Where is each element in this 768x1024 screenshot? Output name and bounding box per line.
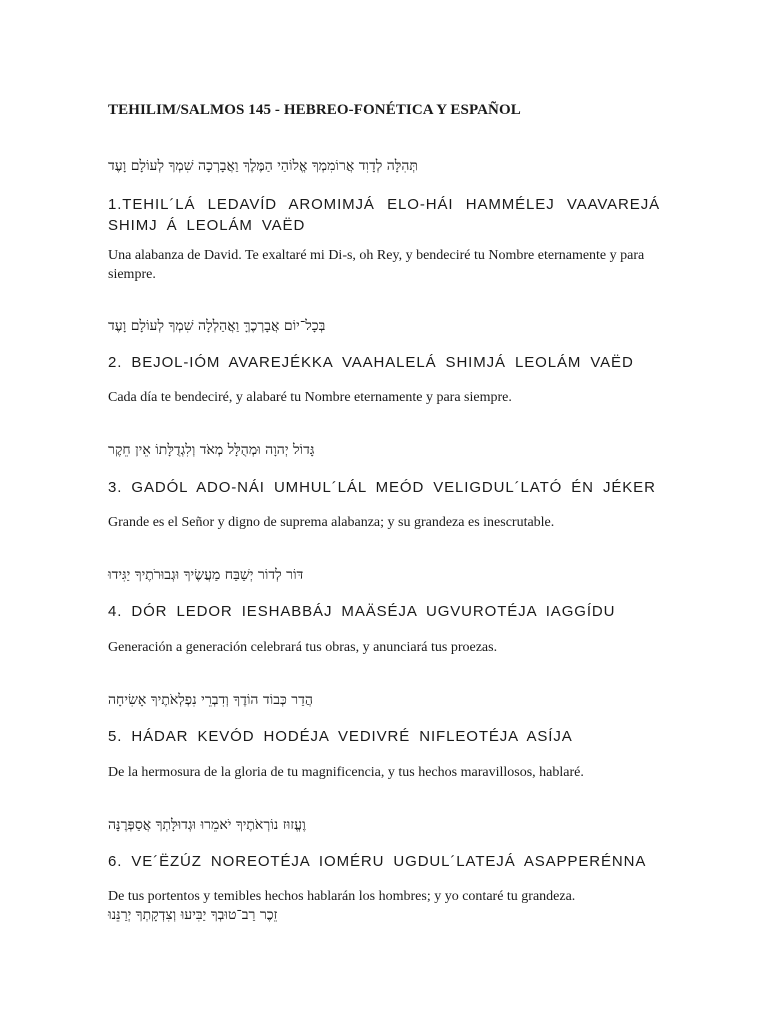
- verse-4-phonetic: 4. DÓR LEDOR IESHABBÁJ MAÄSÉJA UGVUROTÉJA IAGGÍDU: [108, 603, 616, 620]
- verse-6-spanish: De tus portentos y temibles hechos hablarán los hombres; y yo contaré tu grandeza.: [108, 889, 576, 904]
- verse-3: [108, 440, 660, 460]
- verse-5-spanish-block: [108, 763, 660, 782]
- verse-3-spanish-block: [108, 513, 660, 532]
- verse-6-phonetic-block: [108, 851, 660, 872]
- verse-6-spanish-block: [108, 887, 660, 906]
- verse-1-spanish: Una alabanza de David. Te exaltaré mi Di-s, oh Rey, y bendeciré tu Nombre eternamente y para siempre.: [108, 248, 645, 282]
- verse-7: [108, 905, 660, 925]
- verse-3-phonetic: 3. GADÓL ADO-NÁI UMHUL´LÁL MEÓD VELIGDUL´LATÓ ÉN JÉKER: [108, 479, 656, 496]
- verse-1-phonetic: 1.TEHIL´LÁ LEDAVÍD AROMIMJÁ ELO-HÁI HAMMÉLEJ VAAVAREJÁ SHIMJ Á LEOLÁM VAËD: [108, 196, 660, 234]
- verse-5-phonetic: 5. HÁDAR KEVÓD HODÉJA VEDIVRÉ NIFLEOTÉJA ASÍJA: [108, 728, 573, 745]
- verse-6: [108, 815, 660, 835]
- verse-5: [108, 690, 660, 710]
- verse-2-spanish: Cada día te bendeciré, y alabaré tu Nombre eternamente y para siempre.: [108, 390, 512, 405]
- verse-6-phonetic: 6. VE´ËZÚZ NOREOTÉJA IOMÉRU UGDUL´LATEJÁ ASAPPERÉNNA: [108, 853, 647, 870]
- verse-1-spanish-block: [108, 246, 660, 284]
- verse-4-hebrew: דּוֹר לְדוֹר יְשַׁבַּח מַעֲשֶׂיךָ וּגְבוּרֹתֶיךָ יַגִּידוּ: [108, 567, 304, 583]
- document-title: TEHILIM/SALMOS 145 - HEBREO-FONÉTICA Y ESPAÑOL: [108, 102, 521, 118]
- verse-4: [108, 565, 660, 585]
- verse-2-phonetic: 2. BEJOL-IÓM AVAREJÉKKA VAAHALELÁ SHIMJÁ LEOLÁM VAËD: [108, 354, 634, 371]
- verse-6-hebrew: וֶעֱזוּז נוֹרְאֹתֶיךָ יֹאמֵרוּ וּגְדוּלָּתְךָ אֲסַפְּרֶנָּה: [108, 817, 306, 833]
- verse-4-spanish: Generación a generación celebrará tus obras, y anunciará tus proezas.: [108, 640, 498, 655]
- verse-1-phonetic-block: [108, 194, 660, 236]
- verse-2: [108, 316, 660, 336]
- verse-4-phonetic-block: [108, 601, 660, 622]
- verse-4-spanish-block: [108, 638, 660, 657]
- verse-3-spanish: Grande es el Señor y digno de suprema alabanza; y su grandeza es inescrutable.: [108, 515, 555, 530]
- verse-2-hebrew: בְּכָל־יוֹם אֲבָרְכֶךָּ וַאֲהַלְלָה שִׁמְךָ לְעוֹלָם וָעֶד: [108, 318, 326, 334]
- verse-7-hebrew: זֵכֶר רַב־טוּבְךָ יַבִּיעוּ וְצִדְקָתְךָ יְרַנֵּנוּ: [108, 907, 278, 923]
- verse-3-phonetic-block: [108, 477, 660, 498]
- verse-1: [108, 156, 660, 176]
- verse-5-hebrew: הֲדַר כְּבוֹד הוֹדֶךָ וְדִבְרֵי נִפְלְאֹתֶיךָ אָשִׂיחָה: [108, 692, 313, 708]
- verse-2-spanish-block: [108, 388, 660, 407]
- verse-2-phonetic-block: [108, 352, 660, 373]
- verse-3-hebrew: גָּדוֹל יְהוָה וּמְהֻלָּל מְאֹד וְלִגְדֻלָּתוֹ אֵין חֵקֶר: [108, 442, 315, 458]
- verse-5-phonetic-block: [108, 726, 660, 747]
- verse-5-spanish: De la hermosura de la gloria de tu magnificencia, y tus hechos maravillosos, hablaré.: [108, 765, 584, 780]
- verse-1-hebrew: תְּהִלָּה לְדָוִד אֲרוֹמִמְךָ אֱלוֹהַי הַמֶּלֶךְ וַאֲבָרְכָה שִׁמְךָ לְעוֹלָם וָעֶד: [108, 158, 418, 174]
